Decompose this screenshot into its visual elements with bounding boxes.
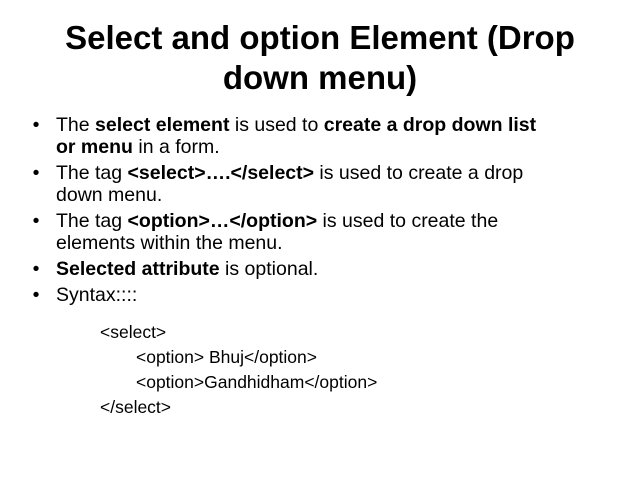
bullet-text: is used to create the (317, 210, 499, 232)
bullet-bold-text: <select>….</select> (127, 162, 315, 184)
bullet-text: The tag (56, 162, 128, 184)
bullet-bold-text: or menu (56, 136, 133, 158)
bullet-text: in a form. (132, 136, 220, 158)
bullet-text: The tag (56, 210, 128, 232)
slide-title (40, 18, 600, 98)
bullet-dot-icon: • (32, 114, 40, 136)
bullet-bold-text: create a drop down list (323, 114, 537, 136)
bullet-item (26, 284, 616, 306)
bullet-text: is optional. (219, 258, 319, 280)
title-line-2: down menu) (222, 59, 418, 96)
bullet-text: is used to create a drop (314, 162, 524, 184)
code-line-option-gandhidham: <option>Gandhidham</option> (136, 372, 378, 392)
bullet-item (26, 258, 616, 280)
code-line-select-close: </select> (100, 397, 172, 417)
syntax-code-block (100, 320, 377, 420)
title-line-1: Select and option Element (Drop (65, 19, 575, 56)
code-line-select-open: <select> (100, 322, 167, 342)
bullet-text: Syntax:::: (56, 284, 138, 306)
bullet-text: elements within the menu. (56, 232, 283, 254)
bullet-bold-text: <option>…</option> (127, 210, 318, 232)
bullet-item (26, 210, 616, 254)
bullet-dot-icon: • (32, 162, 40, 184)
bullet-item (26, 162, 616, 206)
code-line-option-bhuj: <option> Bhuj</option> (136, 347, 317, 367)
bullet-list (26, 114, 616, 310)
bullet-text: The (56, 114, 96, 136)
bullet-dot-icon: • (32, 284, 40, 306)
bullet-text: down menu. (56, 184, 163, 206)
bullet-bold-text: select element (95, 114, 230, 136)
bullet-dot-icon: • (32, 210, 40, 232)
bullet-item (26, 114, 616, 158)
bullet-dot-icon: • (32, 258, 40, 280)
bullet-bold-text: Selected attribute (56, 258, 220, 280)
bullet-text: is used to (229, 114, 324, 136)
